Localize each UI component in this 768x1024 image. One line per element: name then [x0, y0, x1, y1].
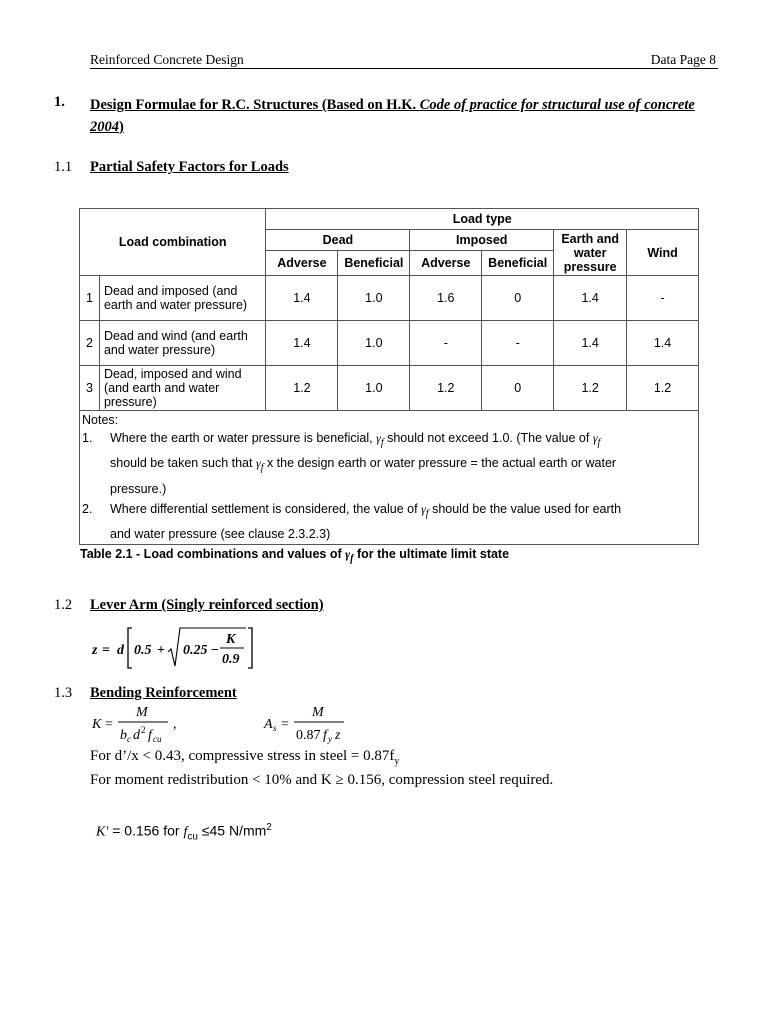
note-2-text-a: Where differential settlement is considered, the value of	[110, 501, 418, 516]
gamma-letter: γ	[376, 431, 381, 445]
header-earth-water: Earth and water pressure	[554, 230, 627, 276]
gamma-sub: f	[597, 437, 601, 449]
note-1-text-d: x the design earth or water pressure = the actual earth or water	[266, 456, 617, 471]
line1-text: For d’/x < 0.43, compressive stress in steel = 0.87f	[90, 748, 395, 764]
row-description: Dead and imposed (and earth and water pressure)	[99, 276, 266, 321]
note-2-number: 2.	[82, 501, 93, 516]
header-dead-adverse: Adverse	[266, 251, 338, 276]
gamma-f-symbol	[592, 431, 601, 449]
header-rule	[90, 68, 718, 69]
gamma-f-symbol	[421, 501, 429, 520]
formula-eq: =	[102, 643, 110, 658]
cell-wind: 1.4	[627, 321, 699, 366]
cell-earth-water: 1.4	[554, 276, 627, 321]
cell-imposed-adverse: 1.6	[410, 276, 482, 321]
table-caption	[79, 547, 700, 564]
kprime-sup: 2	[266, 822, 272, 833]
note-1-text-e: pressure.)	[110, 481, 167, 496]
cell-dead-adverse: 1.4	[266, 321, 338, 366]
as-formula	[260, 702, 360, 746]
note-1	[80, 428, 698, 453]
cell-earth-water: 1.4	[554, 321, 627, 366]
gamma-sub: f	[380, 437, 384, 449]
section-1-2-title: Lever Arm (Singly reinforced section)	[90, 597, 324, 613]
note-2-text-c: and water pressure (see clause 2.3.2.3)	[110, 527, 331, 542]
header-imposed: Imposed	[410, 230, 554, 251]
k-eq: =	[105, 717, 113, 732]
row-number: 1	[80, 276, 100, 321]
load-combination-table-block	[79, 208, 700, 565]
gamma-letter: γ	[421, 501, 426, 516]
formula-d: d	[117, 643, 124, 658]
notes-label: Notes:	[82, 413, 119, 427]
gamma-sub: f	[425, 508, 429, 520]
load-combination-table	[79, 208, 699, 545]
cell-dead-adverse: 1.4	[266, 276, 338, 321]
k-den-b: b	[120, 728, 127, 743]
caption-text-b: for the ultimate limit state	[356, 547, 510, 562]
table-row	[80, 366, 699, 411]
kprime-f: f	[183, 824, 188, 840]
k-lhs: K	[92, 717, 102, 732]
cell-imposed-beneficial: -	[482, 321, 554, 366]
section-1-title-plain: Design Formulae for R.C. Structures (Based on H.K.	[90, 97, 420, 113]
section-1-number: 1.	[54, 94, 65, 110]
note-1-text-b: should not exceed 1.0. (The value of	[387, 431, 590, 445]
kprime-end: ≤45 N/mm	[197, 822, 267, 839]
gamma-letter: γ	[255, 456, 261, 471]
formula-z: z	[92, 643, 98, 658]
cell-imposed-adverse: 1.2	[410, 366, 482, 411]
notes-cell	[80, 411, 699, 545]
cell-imposed-beneficial: 0	[482, 276, 554, 321]
as-den-z: z	[335, 728, 341, 743]
section-1-2-number: 1.2	[54, 597, 73, 613]
cell-wind: 1.2	[627, 366, 699, 411]
formula-den: 0.9	[222, 652, 240, 667]
note-2	[80, 499, 698, 524]
formula-K: K	[226, 632, 236, 647]
section-1-1-title: Partial Safety Factors for Loads	[90, 159, 289, 175]
k-formula	[88, 702, 198, 746]
row-number: 2	[80, 321, 100, 366]
section-1-title-italic: Code of practice for structural use of concrete 2004	[90, 97, 695, 135]
cell-imposed-beneficial: 0	[482, 366, 554, 411]
header-load-type: Load type	[266, 209, 699, 230]
gamma-sub: f	[350, 553, 354, 565]
header-load-combination: Load combination	[80, 209, 266, 276]
as-den-f: f	[323, 728, 327, 743]
formula-plus: +	[157, 643, 165, 658]
formula-b: 0.25	[183, 643, 208, 658]
right-bracket-icon	[248, 628, 252, 668]
note-1-line-3	[80, 479, 698, 499]
header-dead-beneficial: Beneficial	[338, 251, 410, 276]
as-eq: =	[281, 717, 289, 732]
table-row	[80, 276, 699, 321]
kprime-mid: = 0.156 for	[108, 822, 184, 839]
note-1-line-2	[80, 453, 698, 478]
note-1-text-c: should be taken such that	[110, 456, 253, 471]
note-2-line-2	[80, 524, 698, 544]
gamma-letter: γ	[345, 547, 351, 562]
as-num: M	[312, 705, 324, 720]
cell-dead-adverse: 1.2	[266, 366, 338, 411]
row-description: Dead and wind (and earth and water pressure)	[99, 321, 266, 366]
cell-dead-beneficial: 1.0	[338, 276, 410, 321]
formula-a: 0.5	[134, 643, 152, 658]
header-imposed-beneficial: Beneficial	[482, 251, 554, 276]
note-2-text-b: should be the value used for earth	[432, 501, 622, 516]
line1-sub: y	[394, 756, 400, 767]
caption-text-a: Table 2.1 - Load combinations and values of	[80, 547, 342, 562]
formula-minus: −	[211, 643, 219, 658]
cell-dead-beneficial: 1.0	[338, 366, 410, 411]
gamma-letter: γ	[592, 431, 598, 445]
redistribution-line: For moment redistribution < 10% and K ≥ 0.156, compression steel required.	[90, 772, 554, 788]
cell-dead-beneficial: 1.0	[338, 321, 410, 366]
row-number: 3	[80, 366, 100, 411]
as-den-a: 0.87	[296, 728, 321, 743]
section-1-1-number: 1.1	[54, 159, 73, 175]
gamma-f-symbol	[255, 456, 264, 474]
header-wind: Wind	[627, 230, 699, 276]
k-num: M	[136, 705, 148, 720]
table-notes	[80, 412, 698, 544]
table-row	[80, 321, 699, 366]
compressive-stress-line	[90, 748, 399, 767]
cell-wind: -	[627, 276, 699, 321]
page-header-title: Reinforced Concrete Design	[90, 52, 244, 67]
as-lhs-sub: s	[273, 723, 277, 733]
k-den-cu: cu	[153, 734, 162, 744]
left-bracket-icon	[128, 628, 132, 668]
k-den-f: f	[148, 728, 152, 743]
header-imposed-adverse: Adverse	[410, 251, 482, 276]
lever-arm-formula	[88, 622, 268, 672]
gamma-f-symbol	[376, 431, 384, 449]
section-1-title-end: )	[119, 119, 124, 135]
section-1-3-title: Bending Reinforcement	[90, 685, 237, 701]
kprime-cu: cu	[187, 831, 198, 843]
note-1-number: 1.	[82, 431, 93, 445]
k-den-2: 2	[141, 725, 146, 735]
gamma-f-symbol	[345, 547, 354, 565]
k-den-d: d	[133, 728, 140, 743]
section-1-3-number: 1.3	[54, 685, 73, 701]
as-lhs: A	[264, 717, 273, 732]
kprime-k: K'	[96, 824, 109, 840]
k-den-c: c	[127, 734, 131, 744]
k-comma: ,	[173, 717, 177, 732]
gamma-sub: f	[260, 462, 264, 474]
header-dead: Dead	[266, 230, 410, 251]
section-1-title	[90, 94, 722, 138]
as-den-y: y	[328, 734, 332, 744]
note-1-text-a: Where the earth or water pressure is beneficial,	[110, 431, 373, 445]
cell-imposed-adverse: -	[410, 321, 482, 366]
k-prime-line	[96, 822, 272, 842]
cell-earth-water: 1.2	[554, 366, 627, 411]
row-description: Dead, imposed and wind (and earth and water pressure)	[99, 366, 266, 411]
page-header-number: Data Page 8	[650, 52, 716, 67]
